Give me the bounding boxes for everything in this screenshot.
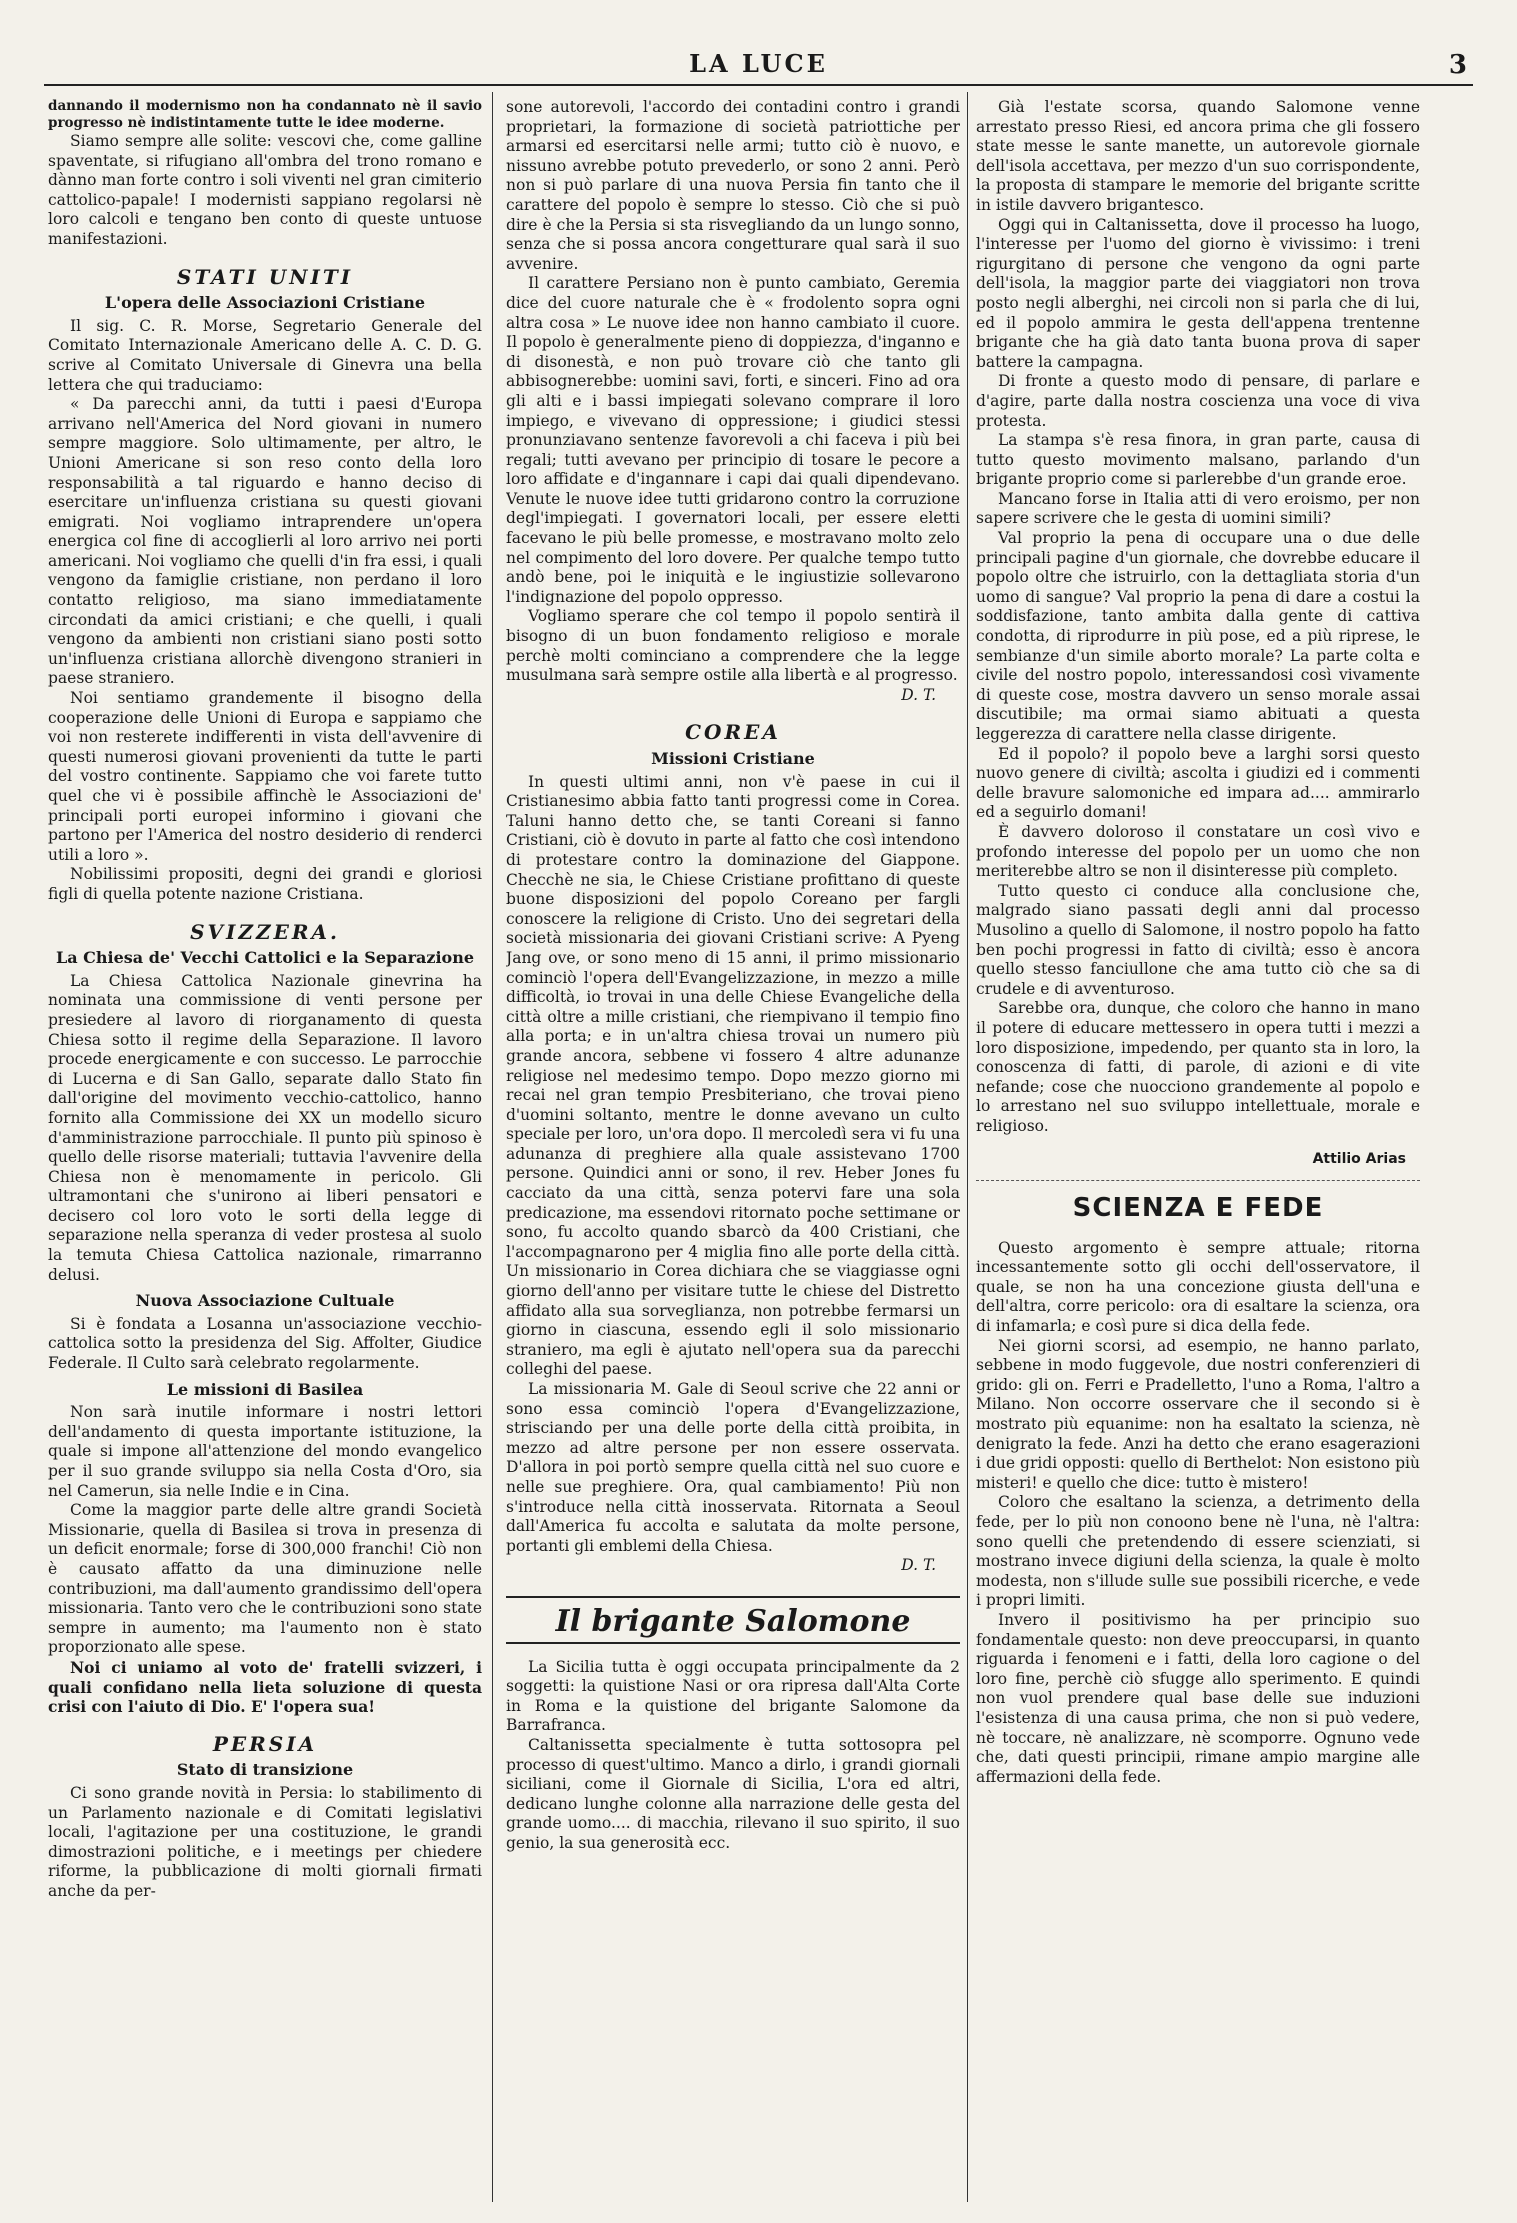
article-subheading: Stato di transizione	[176, 1760, 354, 1780]
paragraph: Ci sono grande novità in Persia: lo stabilimento di un Parlamento nazionale e di Comitati legislativi locali, l'agitazione per una costituzione, le grandi dimostrazioni politiche, e i meetings per chiedere riforme, la pubblicazione di molti giornali firmati anche da per-	[48, 1783, 482, 1900]
paragraph: Vogliamo sperare che col tempo il popolo sentirà il bisogno di un buon fondamento religioso e morale perchè molti cominciano a comprendere che la legge musulmana sarà sempre ostile alla libertà e al progresso.	[506, 607, 960, 685]
column-2	[506, 98, 960, 2193]
paragraph: Mancano forse in Italia atti di vero eroismo, per non sapere scrivere che le gesta di uomini simili?	[976, 489, 1420, 528]
article-title-brigante: Il brigante Salomone	[506, 1596, 960, 1644]
paragraph: Noi sentiamo grandemente il bisogno della cooperazione delle Unioni di Europa e sappiamo che voi non resterete indifferenti in vista dell'avvenire di questi numerosi giovani provenienti da tutte le parti del vostro continente. Sappiamo che voi farete tutto quel che vi è possibile affinchè le Associazioni de' principali porti europei informino i giovani che partono per l'America del nostro desiderio di renderci utili a loro ».	[48, 689, 482, 864]
paragraph: Non sarà inutile informare i nostri lettori dell'andamento di questa importante istituzione, la quale si impone all'attenzione del mondo evangelico per il suo grande sviluppo sia nella Costa d'Oro, sia nel Camerun, sia nelle Indie e in Cina.	[48, 1403, 482, 1500]
paragraph: Di fronte a questo modo di pensare, di parlare e d'agire, parte dalla nostra coscienza una voce di viva protesta.	[976, 372, 1420, 430]
signature: D. T.	[901, 685, 936, 704]
paragraph: La missionaria M. Gale di Seoul scrive che 22 anni or sono essa cominciò l'opera d'Evangelizzazione, strisciando per una delle porte della città proibita, in mezzo ad altre persone per non essere osservata. D'allora in poi portò sempre quella città nel suo cuore e nelle sue preghiere. Ora, qual cambiamento! Più non s'introduce nella città inosservata. Ritornata a Seoul dall'America fu accolta e salutata da molte persone, portanti gli emblemi della Chiesa.	[506, 1380, 960, 1555]
paragraph: Si è fondata a Losanna un'associazione vecchio-cattolica sotto la presidenza del Sig. Affolter, Giudice Federale. Il Culto sarà celebrato regolarmente.	[48, 1314, 482, 1373]
paragraph: sone autorevoli, l'accordo dei contadini contro i grandi proprietari, la formazione di società patriottiche per armarsi ed esercitarsi nelle armi; tutto ciò è nuovo, e nissuno avrebbe potuto prevederlo, or sono 2 anni. Però non si può parlare di una nuova Persia fin tanto che il carattere del popolo è sempre lo stesso. Ciò che si può dire è che la Persia si sta risvegliando da un lungo sonno, senza che si possa ancora congetturare qual sarà il suo avvenire.	[506, 98, 960, 273]
section-heading-svizzera: SVIZZERA.	[190, 919, 340, 944]
paragraph: Come la maggior parte delle altre grandi Società Missionarie, quella di Basilea si trova in presenza di un deficit enormale; forse di 300,000 franchi! Ciò non è causato affatto da una diminuzione nelle contribuzioni, ma dall'aumento grandissimo dell'opera missionaria. Tanto vero che le contribuzioni sono state sempre in aumento; ma l'aumento non è stato proporzionato alle spese.	[48, 1501, 482, 1657]
paragraph: Siamo sempre alle solite: vescovi che, come galline spaventate, si rifugiano all'ombra del trono romano e dànno man forte contro i soli viventi nel gran cimiterio cattolico-papale! I modernisti sappiano regolarsi nè loro calcoli e tengano ben conto di queste untuose manifestazioni.	[48, 132, 482, 248]
article-subheading: La Chiesa de' Vecchi Cattolici e la Separazione	[55, 948, 475, 968]
masthead	[44, 44, 1473, 86]
paragraph: Val proprio la pena di occupare una o due delle principali pagine d'un giornale, che dovrebbe educare il popolo oltre che istruirlo, con la dettagliata storia d'un uomo di sangue? Val proprio la pena di dare a costui la soddisfazione, tanto ambita dalla gente di cattiva condotta, di riprodurre in più pose, ed a più riprese, le sembianze d'un simile aborto morale? La parte colta e civile del nostro popolo, interessandosi così vivamente di queste cose, mostra davvero un senso morale assai discutibile; ma ormai siamo abituati a questa leggerezza di carattere nella classe dirigente.	[976, 529, 1420, 743]
paragraph: In questi ultimi anni, non v'è paese in cui il Cristianesimo abbia fatto tanti progressi come in Corea. Taluni hanno detto che, se tanti Coreani si fanno Cristiani, ciò è dovuto in parte al fatto che così intendono di protestare contro la dominazione del Giappone. Checchè ne sia, le Chiese Cristiane profittano di queste buone disposizioni del popolo Coreano per fargli conoscere la religione di Cristo. Uno dei segretari della società missionaria dei giovani Cristiani scrive: A Pyeng Jang ove, or sono meno di 15 anni, il primo missionario cominciò l'opera dell'Evangelizzazione, in mezzo a mille difficoltà, io trovai in una delle Chiese Evangeliche della città oltre a mille cristiani, che riempivano il tempio fino alla porta; e in un'altra chiesa trovai un numero più grande ancora, sebbene vi fossero 4 altre adunanze religiose nel medesimo tempo. Dopo mezzo giorno mi recai nel gran tempio Presbiteriano, che trovai pieno d'uomini soltanto, mentre le donne avevano un culto speciale per loro, un'ora dopo. Il mercoledì sera vi fu una adunanza di preghiere alla quale assistevano 1700 persone. Quindici anni or sono, il rev. Heber Jones fu cacciato da una città, senza potervi fare una sola predicazione, ma essendovi ritornato poche settimane or sono, fu accolto quando sbarcò da 400 Cristiani, che l'accompagnarono per 4 miglia fino alle porte della città. Un missionario in Corea dichiara che se viaggiasse ogni giorno dell'anno per visitare tutte le chiese del Distretto affidato alla sua sorveglianza, non potrebbe fermarsi un giorno in ciascuna, essendo egli il solo missionario straniero, ma egli è ajutato nell'opera sua da parecchi colleghi del paese.	[506, 772, 960, 1379]
paragraph: Coloro che esaltano la scienza, a detrimento della fede, per lo più non conoono bene nè l'una, nè l'altra: sono quelli che pretendendo di essere scienziati, si mostrano invece digiuni della scienza, la quale è molto modesta, non s'illude sulle sue possibili ricerche, e vede i propri limiti.	[976, 1493, 1420, 1610]
paragraph: Il sig. C. R. Morse, Segretario Generale del Comitato Internazionale Americano delle A. C. D. G. scrive al Comitato Universale di Ginevra una bella lettera che qui traduciamo:	[48, 316, 482, 394]
paragraph: Oggi qui in Caltanissetta, dove il processo ha luogo, l'interesse per l'uomo del giorno è vivissimo: i treni rigurgitano di persone che vengono da ogni parte dell'isola, la maggior parte dei viaggiatori non trova posto negli alberghi, nei circoli non si parla che di lui, ed il popolo ammira le gesta dell'appena trentenne brigante che ha già dato tanta buona prova di saper battere la campagna.	[976, 215, 1420, 371]
paragraph: Nei giorni scorsi, ad esempio, ne hanno parlato, sebbene in modo fuggevole, due nostri conferenzieri di grido: gli on. Ferri e Pradelletto, l'uno a Roma, l'altro a Milano. Non occorre osservare che il secondo si è mostrato più equanime: non ha esaltato la scienza, nè denigrato la fede. Anzi ha detto che erano esagerazioni i due gridi opposti: quello di Berthelot: Non esistono più misteri! e quello che dice: tutto è mistero!	[976, 1336, 1420, 1492]
column-divider	[492, 92, 493, 2202]
column-1	[48, 98, 482, 2193]
article-subheading: L'opera delle Associazioni Cristiane	[104, 293, 426, 313]
paragraph: « Da parecchi anni, da tutti i paesi d'Europa arrivano nell'America del Nord giovani in numero sempre maggiore. Solo ultimamente, per altro, le Unioni Americane si son reso conto della loro responsabilità a tal riguardo e hanno deciso di esercitare un'influenza cristiana su questi giovani emigrati. Noi vogliamo intraprendere un'opera energica col fine di accoglierli al loro arrivo nei porti americani. Noi vogliamo che quelli d'in fra essi, i quali vengono da famiglie cristiane, non perdano il loro contatto religioso, ma siano immediatamente circondati da amici cristiani; e che quelli, i quali vengono da ambienti non cristiani siano posti sotto un'influenza cristiana allorchè divengono stranieri in paese straniero.	[48, 395, 482, 688]
column-3	[976, 98, 1420, 2193]
paragraph: La Sicilia tutta è oggi occupata principalmente da 2 soggetti: la quistione Nasi or ora ripresa dall'Alta Corte in Roma e la quistione del brigante Salomone da Barrafranca.	[506, 1657, 960, 1735]
paragraph: È davvero doloroso il constatare un così vivo e profondo interesse del popolo per un uomo che non meriterebbe altro se non il disinteresse più completo.	[976, 822, 1420, 881]
paragraph: Già l'estate scorsa, quando Salomone venne arrestato presso Riesi, ed ancora prima che gli fossero state messe le sante manette, un autorevole giornale dell'isola accettava, per mezzo d'un suo corrispondente, la proposta di stampare le memorie del brigante scritte in istile davvero brigantesco.	[976, 98, 1420, 214]
section-heading-corea: COREA	[685, 720, 781, 745]
paragraph: Questo argomento è sempre attuale; ritorna incessantemente sotto gli occhi dell'osservatore, il quale, se non ha una concezione giusta dell'una e dell'altra, corre pericolo: ora di esaltare la scienza, ora di infamarla; e così pure si dica della fede.	[976, 1238, 1420, 1336]
newspaper-title: LA LUCE	[689, 49, 828, 78]
signature: D. T.	[901, 1556, 936, 1575]
page-number: 3	[1448, 50, 1467, 80]
paragraph: Tutto questo ci conduce alla conclusione che, malgrado siano passati degli anni dal processo Musolino a quello di Salomone, il nostro popolo ha fatto ben pochi progressi in fatto di civiltà; esso è ancora quello stesso fanciullone che ama tutto ciò che sa di crudele e di avventuroso.	[976, 881, 1420, 998]
article-subheading: Le missioni di Basilea	[166, 1379, 364, 1399]
article-subheading: Missioni Cristiane	[651, 749, 815, 768]
paragraph: Sarebbe ora, dunque, che coloro che hanno in mano il potere di educare mettessero in opera tutti i mezzi a loro disposizione, impedendo, per quanto sta in loro, la conoscenza di fatti, di parole, di azioni e di vite nefande; cose che nuocciono grandemente al popolo e lo arrestano nel suo sviluppo intellettuale, morale e religioso.	[976, 999, 1420, 1135]
article-author: Attilio Arias	[1312, 1151, 1406, 1168]
paragraph: Il carattere Persiano non è punto cambiato, Geremia dice del cuore naturale che è « frodolento sopra ogni altra cosa » Le nuove idee non hanno cambiato il cuore. Il popolo è generalmente pieno di doppiezza, d'inganno e di disonestà, e non può trovare ciò che tanto gli abbisognerebbe: uomini savi, forti, e sinceri. Fino ad ora gli alti e i bassi impiegati solevano comprare il loro impiego, e vivevano di oppressione; i giudici stessi pronunziavano sentenze favorevoli a chi faceva i più bei regali; tutti avevano per principio di tosare le pecore a loro affidate e d'ingannare i capi dai quali dipendevano. Venute le nuove idee tutti gridarono contro la corruzione degl'impiegati. I governatori locali, per essere eletti facevano le più belle promesse, e mostravano molto zelo nel compimento del loro dovere. Per qualche tempo tutto andò bene, poi le iniquità e le ingiustizie sollevarono l'indignazione del popolo oppresso.	[506, 274, 960, 606]
column-divider	[967, 92, 968, 2202]
paragraph: La stampa s'è resa finora, in gran parte, causa di tutto questo movimento malsano, parlando d'un brigante proprio come si parlerebbe d'un grande eroe.	[976, 431, 1420, 489]
paragraph: Ed il popolo? il popolo beve a larghi sorsi questo nuovo genere di civiltà; ascolta i giudizi ed i commenti delle bravure salomoniche ed impara ad.... ammirarlo ed a seguirlo domani!	[976, 744, 1420, 822]
article-subheading: Nuova Associazione Cultuale	[135, 1291, 395, 1311]
intro-bold-text: dannando il modernismo non ha condannato nè il savio progresso nè indistintamente tutte le idee moderne.	[48, 98, 482, 131]
paragraph: Invero il positivismo ha per principio suo fondamentale questo: non deve preoccuparsi, in quanto riguarda i fenomeni e i fatti, della loro cagione o del loro fine, perchè ciò sfugge allo sperimento. E quindi non vuol prendere qual base delle sue induzioni l'esistenza di una causa prima, che non si può vedere, nè toccare, nè analizzare, nè scomporre. Ognuno vede che, dati questi principii, rimane ampio margine alle affermazioni della fede.	[976, 1610, 1420, 1786]
section-divider	[976, 1180, 1420, 1189]
paragraph: Nobilissimi propositi, degni dei grandi e gloriosi figli di quella potente nazione Cristiana.	[48, 865, 482, 903]
article-title-scienza-e-fede: SCIENZA E FEDE	[1072, 1193, 1324, 1224]
paragraph: Caltanissetta specialmente è tutta sottosopra pel processo di quest'ultimo. Manco a dirlo, i grandi giornali siciliani, come il Giornale di Sicilia, L'ora ed altri, dedicano lunghe colonne alla narrazione delle gesta del grande uomo.... di macchia, rilevano il suo spirito, il suo genio, la sua generosità ecc.	[506, 1735, 960, 1852]
paragraph: Noi ci uniamo al voto de' fratelli svizzeri, i quali confidano nella lieta soluzione di questa crisi con l'aiuto di Dio. E' l'opera sua!	[48, 1657, 482, 1717]
section-heading-stati-uniti: STATI UNITI	[176, 264, 354, 289]
section-heading-persia: PERSIA	[212, 1731, 318, 1756]
paragraph: La Chiesa Cattolica Nazionale ginevrina ha nominata una commissione di venti persone per presiedere al lavoro di riorganamento di questa Chiesa sotto il regime della Separazione. Il lavoro procede energicamente e con successo. Le parrocchie di Lucerna e di San Gallo, separate dallo Stato fin dall'origine del movimento vecchio-cattolico, hanno fornito alla Commissione dei XX un modello sicuro d'amministrazione parrocchiale. Il punto più spinoso è quello delle risorse materiali; tuttavia l'avvenire della Chiesa non è menomamente in pericolo. Gli ultramontani che s'unirono ai liberi pensatori e decisero col loro voto le sorti della legge di separazione nella speranza di veder prostesa al suolo la temuta Chiesa Cattolica nazionale, rimarranno delusi.	[48, 971, 482, 1284]
